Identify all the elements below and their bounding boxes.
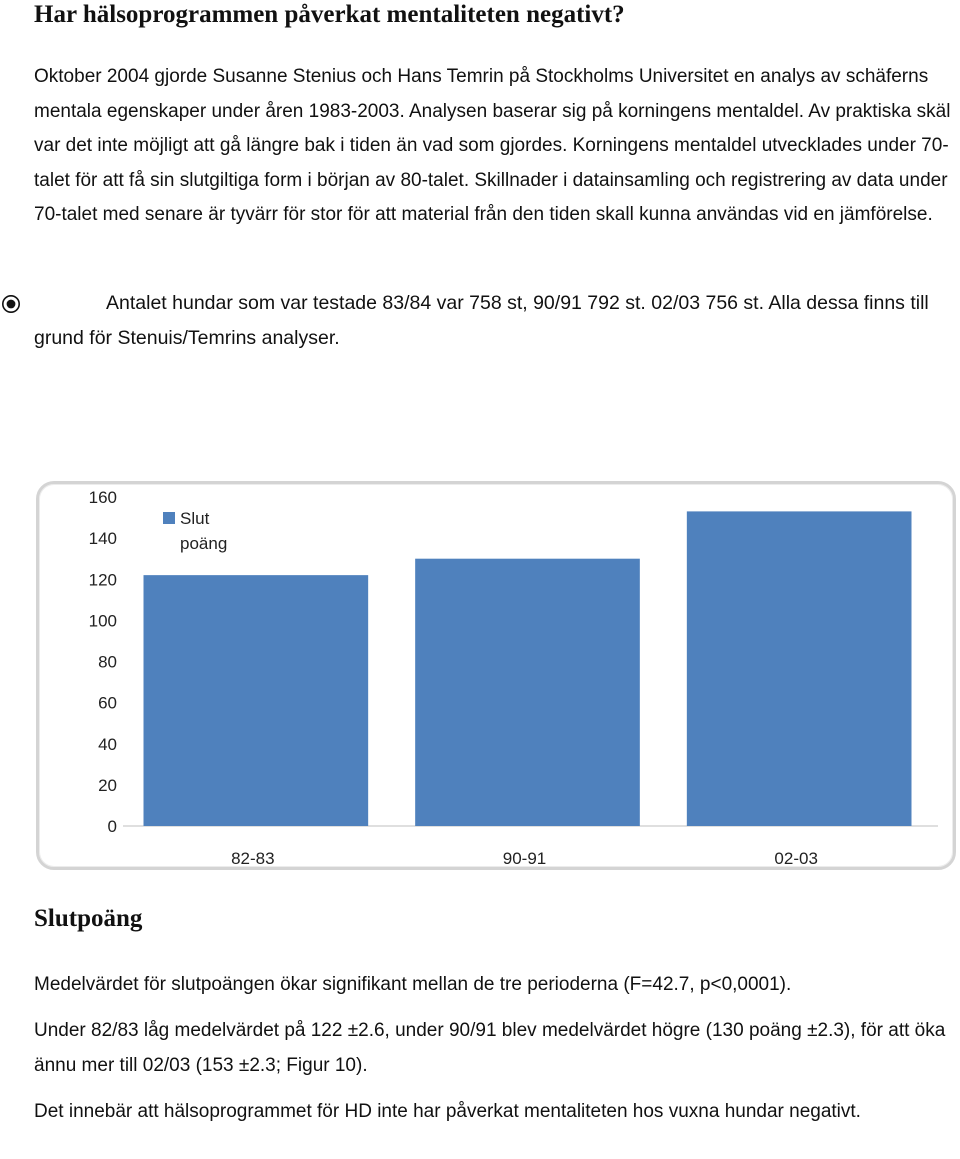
legend-label-line-1: poäng xyxy=(180,534,228,553)
y-tick-label-7: 140 xyxy=(88,529,117,549)
radio-bullet-icon xyxy=(1,294,21,314)
y-tick-label-4: 80 xyxy=(98,652,117,672)
section-heading: Slutpoäng xyxy=(34,905,143,932)
y-tick-label-2: 40 xyxy=(98,734,117,754)
bullet-text: Antalet hundar som var testade 83/84 var 758 st, 90/91 792 st. 02/03 756 st. Alla dessa finns till grund för Stenuis/Temrins analyser. xyxy=(34,292,929,349)
y-tick-label-8: 160 xyxy=(88,488,117,507)
legend-label-line-0: Slut xyxy=(180,509,210,528)
legend-swatch xyxy=(163,512,175,524)
result-paragraph-2: Under 82/83 låg medelvärdet på 122 ±2.6, under 90/91 blev medelvärdet högre (130 poäng ±2.3), för att öka ännu mer till 02/03 (153 ±2.3; Figur 10). xyxy=(34,1020,946,1076)
conclusion-paragraph: Det innebär att hälsoprogrammet för HD inte har påverkat mentaliteten hos vuxna hundar negativt. xyxy=(34,1101,861,1122)
x-category-label-0: 82-83 xyxy=(231,849,275,867)
x-category-label-2: 02-03 xyxy=(774,849,818,867)
bar-chart-svg xyxy=(39,484,953,867)
bar-90-91 xyxy=(415,559,640,826)
intro-paragraph: Oktober 2004 gjorde Susanne Stenius och Hans Temrin på Stockholms Universitet en analys av schäferns mentala egenskaper under åren 1983-2003. Analysen baserar sig på korningens mentaldel. Av praktiska skäl var det inte möjligt att gå längre bak i tiden än vad som gjordes. Korningens mentaldel utvecklades under 70-talet för att få sin slutgiltiga form i början av 80-talet. Skillnader i datainsamling och registrering av data under 70-talet med senare är tyvärr för stor för att material från den tiden skall kunna användas vid en jämförelse. xyxy=(34,66,951,225)
y-tick-label-3: 60 xyxy=(98,693,117,713)
y-tick-label-0: 0 xyxy=(107,817,117,836)
bar-82-83 xyxy=(143,575,368,826)
y-tick-label-5: 100 xyxy=(88,611,117,631)
x-category-label-1: 90-91 xyxy=(502,849,547,867)
bar-02-03 xyxy=(687,511,912,826)
result-paragraph-1: Medelvärdet för slutpoängen ökar signifikant mellan de tre perioderna (F=42.7, p<0,0001). xyxy=(34,974,792,995)
y-tick-label-6: 120 xyxy=(88,570,117,590)
y-tick-label-1: 20 xyxy=(98,775,117,795)
bar-chart xyxy=(36,481,956,870)
page-title: Har hälsoprogrammen påverkat mentaliteten negativt? xyxy=(34,1,625,28)
